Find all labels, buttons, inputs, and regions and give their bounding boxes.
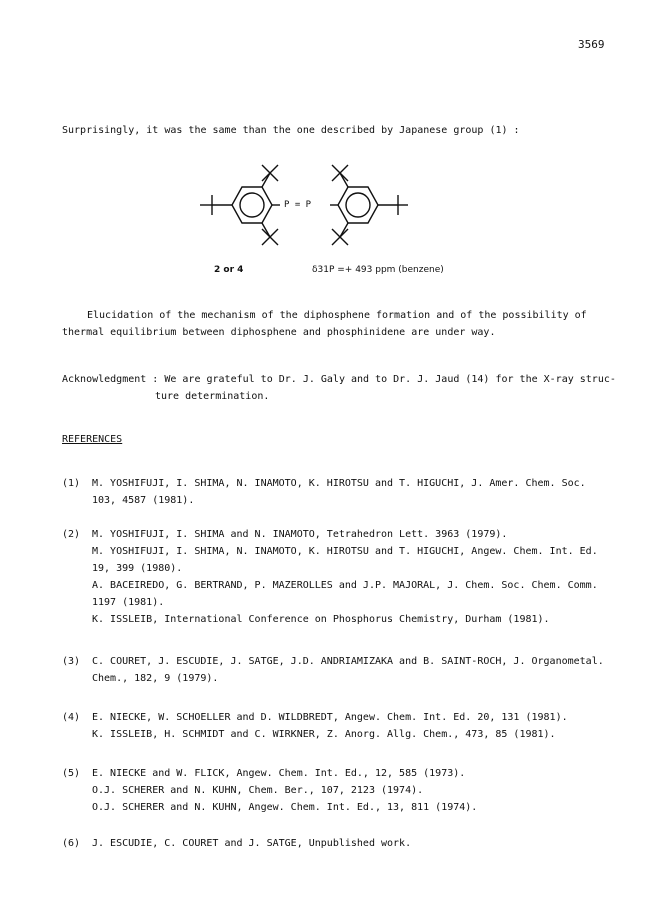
intro-text: Surprisingly, it was the same than the one described by Japanese group (1) :	[62, 125, 520, 136]
compound-label: 2 or 4	[214, 265, 244, 275]
ref-5-line-1: E. NIECKE and W. FLICK, Angew. Chem. Int. Ed., 12, 585 (1973).	[92, 768, 466, 779]
ref-2-line-2: M. YOSHIFUJI, I. SHIMA, N. INAMOTO, K. HIROTSU and T. HIGUCHI, Angew. Chem. Int. Ed.	[92, 546, 598, 557]
ref-2-line-5: 1197 (1981).	[92, 597, 165, 608]
ref-5-num: (5)	[62, 768, 81, 779]
elucidation-line-1: Elucidation of the mechanism of the diphosphene formation and of the possibility of	[87, 310, 587, 321]
ref-3-line-2: Chem., 182, 9 (1979).	[92, 673, 219, 684]
ref-2-line-6: K. ISSLEIB, International Conference on Phosphorus Chemistry, Durham (1981).	[92, 614, 550, 625]
page-number: 3569	[578, 38, 605, 51]
diphosphene-structure	[190, 155, 420, 263]
p-equals-p-label: P = P	[284, 200, 312, 210]
ref-2-line-3: 19, 399 (1980).	[92, 563, 183, 574]
ref-6-num: (6)	[62, 838, 81, 849]
ref-1-num: (1)	[62, 478, 81, 489]
ack-line-1: Acknowledgment : We are grateful to Dr. J. Galy and to Dr. J. Jaud (14) for the X-ray struc-	[62, 374, 616, 385]
ref-6-line-1: J. ESCUDIE, C. COURET and J. SATGE, Unpublished work.	[92, 838, 412, 849]
nmr-shift: δ31P =+ 493 ppm (benzene)	[312, 265, 444, 275]
ack-line-2: ture determination.	[155, 391, 270, 402]
ref-5-line-2: O.J. SCHERER and N. KUHN, Chem. Ber., 107, 2123 (1974).	[92, 785, 424, 796]
ref-1-line-2: 103, 4587 (1981).	[92, 495, 195, 506]
references-heading: REFERENCES	[62, 434, 123, 445]
ref-2-line-1: M. YOSHIFUJI, I. SHIMA and N. INAMOTO, Tetrahedron Lett. 3963 (1979).	[92, 529, 508, 540]
ref-4-line-2: K. ISSLEIB, H. SCHMIDT and C. WIRKNER, Z. Anorg. Allg. Chem., 473, 85 (1981).	[92, 729, 556, 740]
ref-3-num: (3)	[62, 656, 81, 667]
ref-3-line-1: C. COURET, J. ESCUDIE, J. SATGE, J.D. ANDRIAMIZAKA and B. SAINT-ROCH, J. Organometal.	[92, 656, 604, 667]
ref-2-line-4: A. BACEIREDO, G. BERTRAND, P. MAZEROLLES and J.P. MAJORAL, J. Chem. Soc. Chem. Comm.	[92, 580, 598, 591]
ref-2-num: (2)	[62, 529, 81, 540]
ref-4-num: (4)	[62, 712, 81, 723]
ref-4-line-1: E. NIECKE, W. SCHOELLER and D. WILDBREDT, Angew. Chem. Int. Ed. 20, 131 (1981).	[92, 712, 568, 723]
elucidation-line-2: thermal equilibrium between diphosphene and phosphinidene are under way.	[62, 327, 496, 338]
ref-5-line-3: O.J. SCHERER and N. KUHN, Angew. Chem. Int. Ed., 13, 811 (1974).	[92, 802, 478, 813]
ref-1-line-1: M. YOSHIFUJI, I. SHIMA, N. INAMOTO, K. HIROTSU and T. HIGUCHI, J. Amer. Chem. Soc.	[92, 478, 586, 489]
